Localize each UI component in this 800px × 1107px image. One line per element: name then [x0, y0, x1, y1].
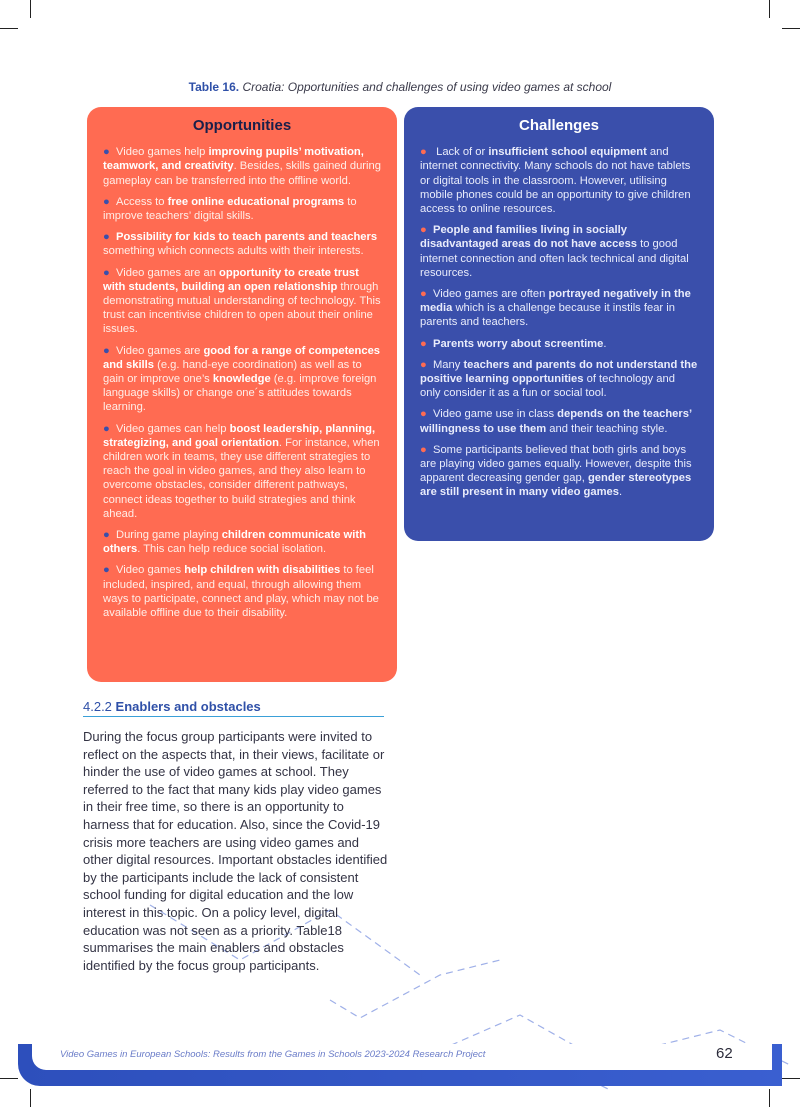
bullet-icon: ● — [103, 422, 110, 435]
item-text: through demonstrating mutual understanding of technology. This trust can incentivise children to open about their online issues. — [103, 280, 381, 336]
list-item — [103, 563, 381, 620]
item-text: and internet connectivity. Many schools do not have tablets or digital tools in the classroom. However, utilising mobile phones could be an opportunity to give children access to online resources. — [420, 146, 691, 216]
list-item — [420, 443, 698, 500]
section-number: 4.2.2 — [83, 699, 112, 714]
item-text: Video games are an — [115, 266, 220, 279]
item-emphasis: portrayed negatively in the media — [420, 288, 691, 315]
section-heading — [83, 699, 384, 717]
bullet-icon: ● — [103, 266, 110, 279]
list-item — [420, 287, 698, 330]
item-emphasis: opportunity to create trust with students, building an open relationship — [103, 266, 359, 293]
item-text: which is a challenge because it instils fear in parents and teachers. — [420, 302, 675, 329]
item-text: of technology and only consider it as a fun or social tool. — [420, 373, 675, 400]
item-text: Lack of or — [432, 146, 489, 159]
item-emphasis: teachers and parents do not understand the positive learning opportunities — [420, 358, 698, 386]
section-title: Enablers and obstacles — [115, 699, 261, 714]
bullet-icon: ● — [103, 231, 110, 244]
item-text: to feel included, inspired, and equal, through allowing them ways to participate, connect and play, which may not be available offline due to their disability. — [103, 564, 379, 620]
item-emphasis: help children with disabilities — [184, 564, 341, 577]
bullet-icon: ● — [420, 146, 427, 159]
item-emphasis: free online educational programs — [167, 195, 345, 208]
bullet-icon: ● — [420, 224, 427, 237]
table-caption — [0, 80, 800, 94]
bullet-icon: ● — [103, 195, 110, 208]
item-text: Video games — [115, 564, 185, 577]
item-emphasis: boost leadership, planning, strategizing, and goal orientation — [103, 422, 376, 449]
item-emphasis: depends on the teachers’ willingness to use them — [420, 408, 692, 435]
item-text: Video game use in class — [432, 408, 558, 421]
item-emphasis: Possibility for kids to teach parents and teachers — [115, 231, 378, 244]
bullet-icon: ● — [103, 564, 110, 577]
list-item — [103, 528, 381, 556]
body-paragraph: During the focus group participants were invited to reflect on the aspects that, in their views, facilitate or hinder the use of video games at school. They referred to the fact that many kids play video games in their free time, so there is an opportunity to harness that for education. Also, since the Covid-19 crisis more teachers are using video games and other digital resources. Important obstacles identified by the participants include the lack of consistent school funding for digital education and the low interest in this topic. On a policy level, digital education was not seen as a priority. Table18 summarises the main enablers and obstacles identified by the focus group participants. — [83, 729, 388, 973]
item-text: to good internet connection and often lack technical and digital resources. — [420, 238, 689, 279]
table-title: Croatia: Opportunities and challenges of using video games at school — [242, 80, 612, 94]
opportunities-panel — [87, 107, 397, 682]
item-text: During game playing — [115, 529, 222, 542]
item-text: and their teaching style. — [546, 422, 668, 435]
list-item — [420, 337, 698, 351]
item-emphasis: People and families living in socially disadvantaged areas do not have access — [420, 224, 638, 251]
bullet-icon: ● — [420, 443, 427, 456]
item-emphasis: gender stereotypes are still present in many video games — [420, 472, 692, 499]
table-label: Table 16. — [188, 80, 240, 94]
item-text: Video games help — [115, 146, 209, 159]
item-text: Access to — [115, 195, 168, 208]
item-text: (e.g. hand-eye coordination) as well as to gain or improve one’s — [103, 358, 362, 386]
list-item — [420, 223, 698, 280]
list-item — [103, 422, 381, 521]
item-text: Many — [432, 358, 464, 371]
item-text: . For instance, when children work in teams, they use different strategies to reach the goal in video games, and they also learn to overcome obstacles, consider different pathways, connect ideas together to build strategies and think ahead. — [103, 436, 380, 520]
list-item — [420, 358, 698, 401]
list-item — [420, 407, 698, 435]
item-text: something which connects adults with their interests. — [103, 245, 364, 258]
item-emphasis: good for a range of competences and skills — [103, 344, 381, 371]
bullet-icon: ● — [420, 408, 427, 421]
challenges-list — [420, 145, 698, 499]
item-emphasis: children communicate with others — [103, 529, 366, 556]
list-item — [420, 145, 698, 216]
bullet-icon: ● — [420, 358, 427, 371]
challenges-panel — [404, 107, 714, 541]
item-emphasis: insufficient school equipment — [488, 146, 647, 159]
list-item — [103, 344, 381, 415]
challenges-heading: Challenges — [518, 117, 600, 134]
list-item — [103, 195, 381, 223]
list-item — [103, 230, 381, 258]
bullet-icon: ● — [420, 337, 427, 350]
item-emphasis: improving pupils’ motivation, teamwork, and creativity — [103, 146, 364, 173]
footer-text: Video Games in European Schools: Results from the Games in Schools 2023-2024 Research Project — [60, 1049, 486, 1060]
item-emphasis: knowledge — [212, 373, 271, 386]
opportunities-list — [103, 145, 381, 620]
bullet-icon: ● — [103, 146, 110, 159]
bullet-icon: ● — [103, 529, 110, 542]
list-item — [103, 266, 381, 337]
item-text: to improve teachers’ digital skills. — [103, 195, 357, 223]
item-text: Video games are often — [432, 288, 549, 301]
page-number: 62 — [716, 1045, 733, 1062]
item-text: . This can help reduce social isolation. — [137, 543, 327, 556]
item-text: Some participants believed that both girls and boys are playing video games equally. However, despite this apparent decreasing gender gap, — [420, 443, 692, 485]
item-text: (e.g. improve foreign language skills) or change one´s attitudes towards learning. — [103, 373, 377, 414]
opportunities-heading: Opportunities — [192, 117, 292, 134]
item-text: . — [603, 337, 607, 350]
bullet-icon: ● — [420, 288, 427, 301]
item-text: Video games can help — [115, 422, 230, 435]
item-emphasis: Parents worry about screentime — [432, 337, 604, 350]
bullet-icon: ● — [103, 344, 110, 357]
list-item — [103, 145, 381, 188]
item-text: . Besides, skills gained during gameplay can be transferred into the offline world. — [103, 160, 381, 187]
item-text: Video games are — [115, 344, 204, 357]
item-text: . — [618, 486, 623, 499]
